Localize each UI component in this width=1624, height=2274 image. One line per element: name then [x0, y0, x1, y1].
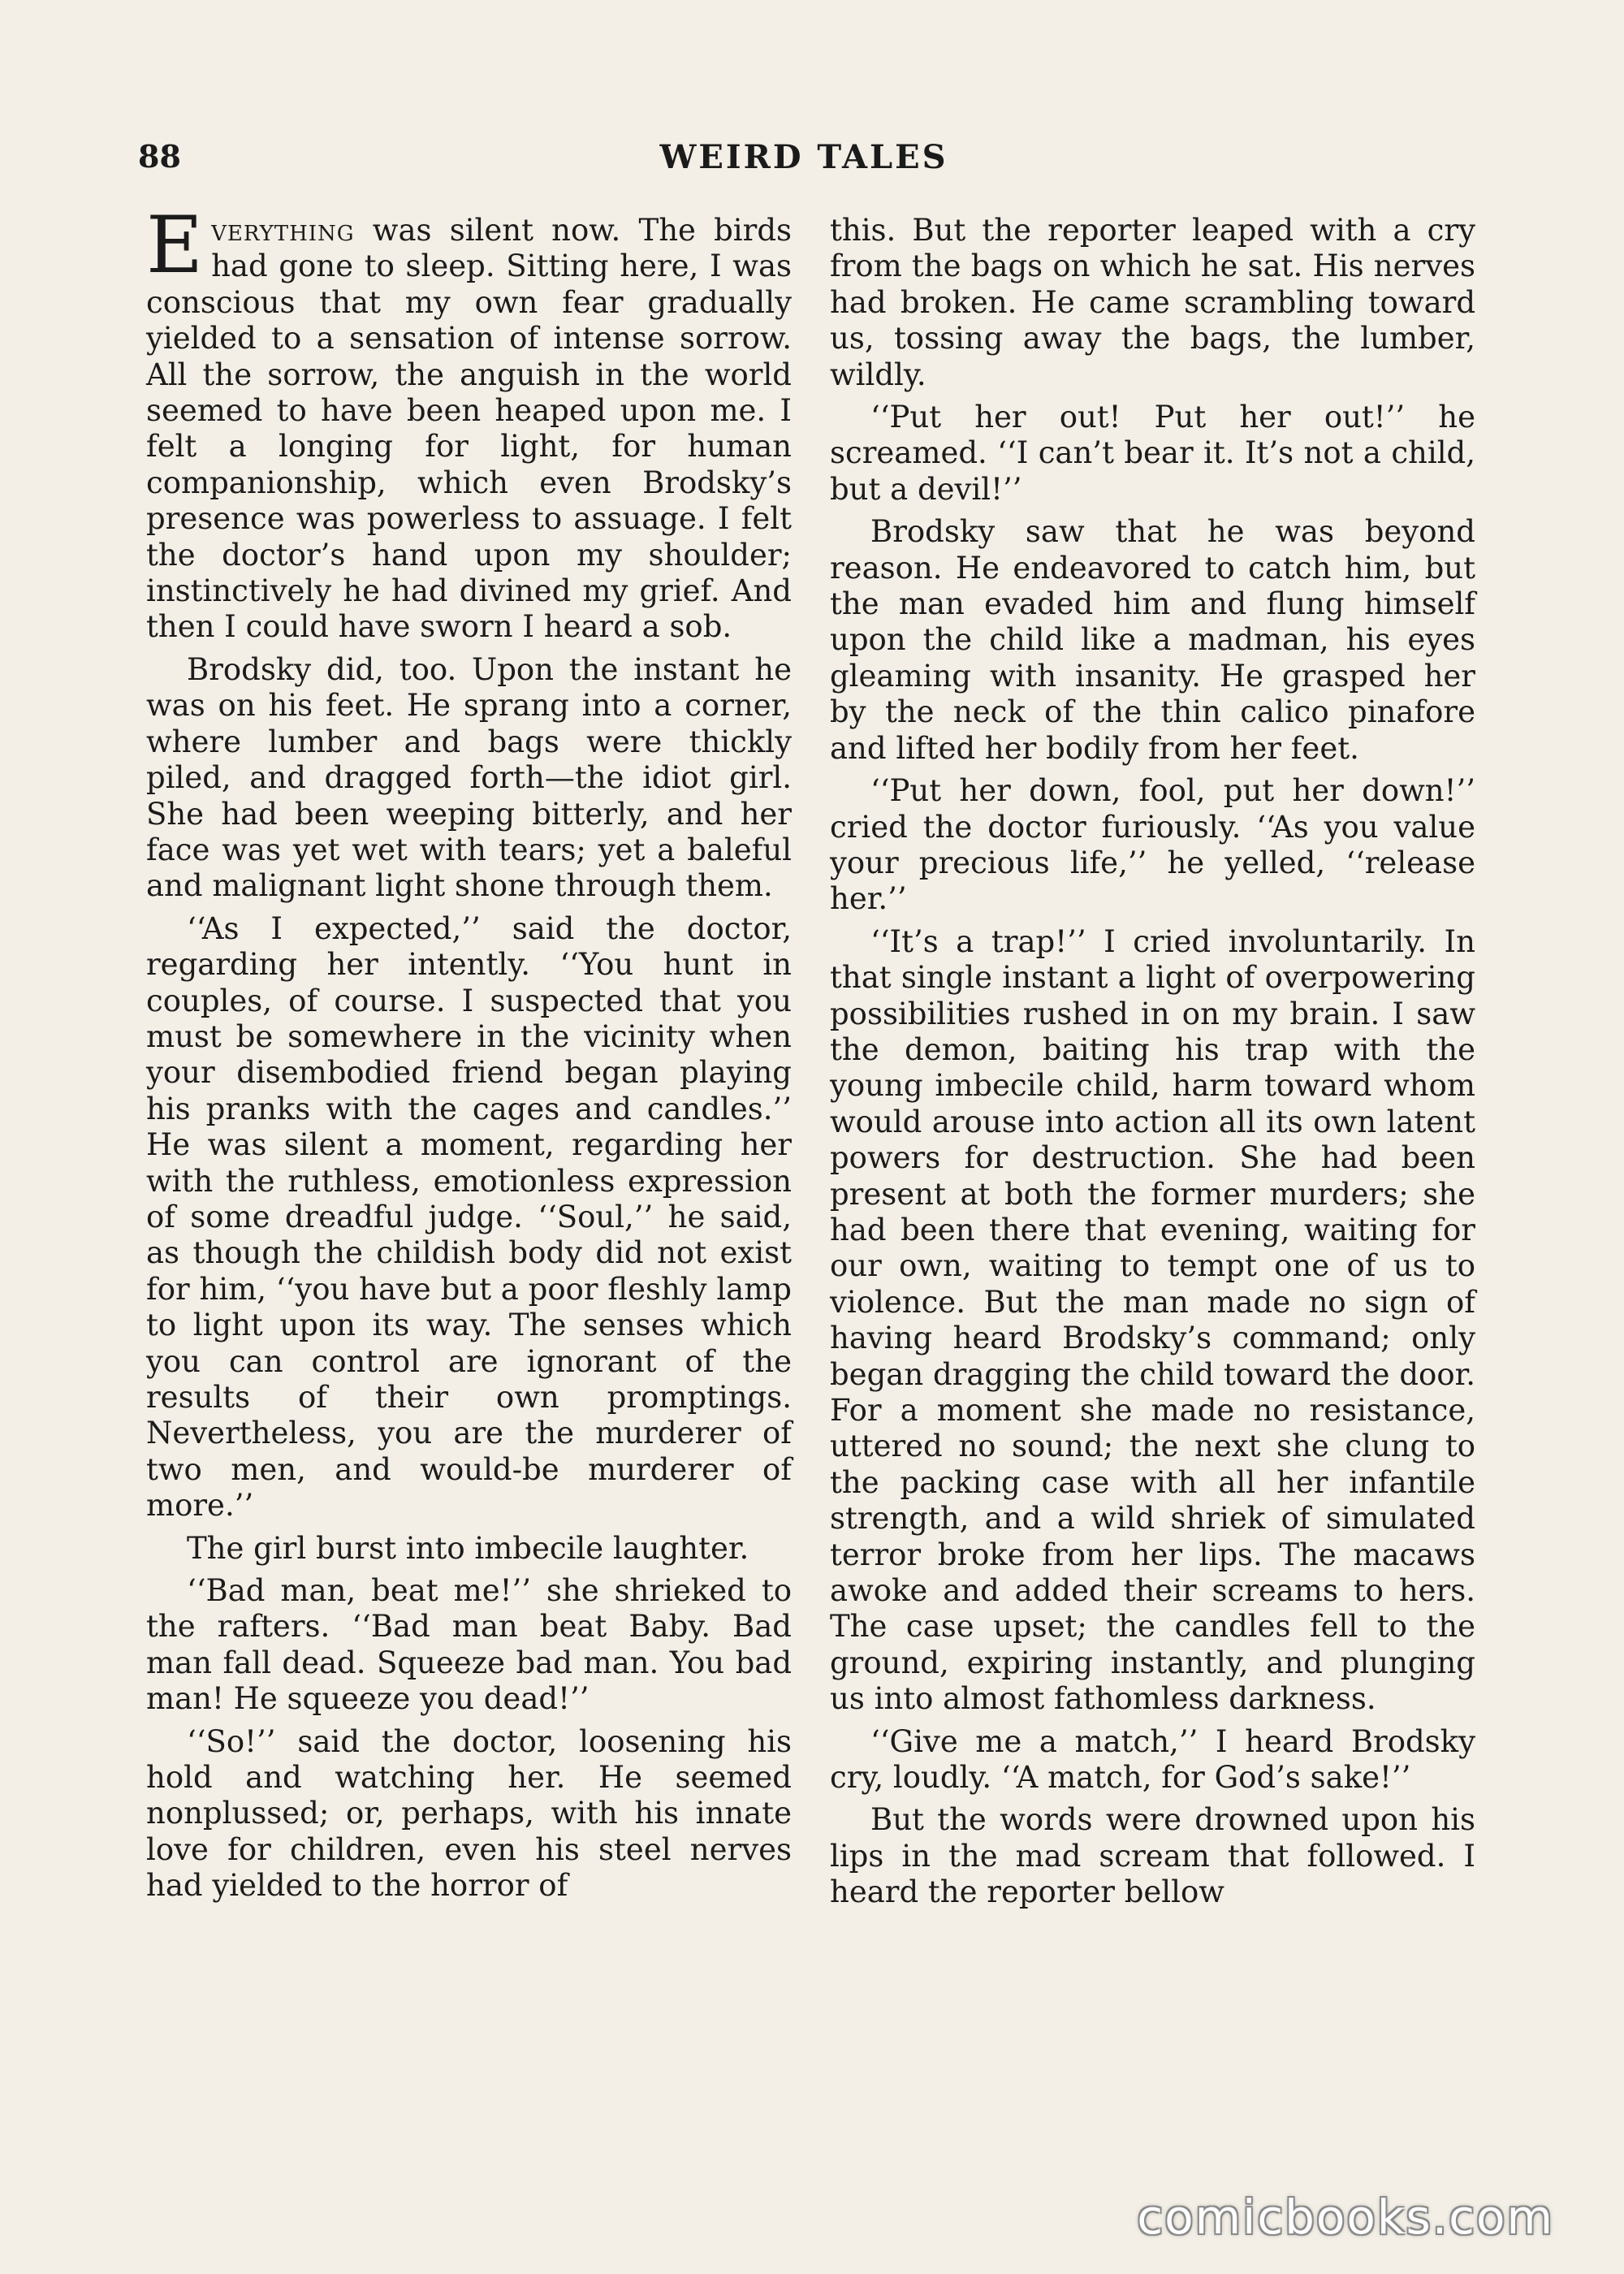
watermark: comicbooks.com	[1137, 2190, 1554, 2245]
continued-paragraph: this. But the reporter leaped with a cry from the bags on which he sat. His nerves had broken. He came scrambling toward us, tossing away the bags, the lumber, wildly.	[830, 213, 1475, 392]
paragraph-text: was silent now. The birds had gone to sleep. Sitting here, I was conscious that my own fear gradually yielded to a sensation of intense sorrow. All the sorrow, the anguish in the world seemed to have been heaped upon me. I felt a longing for light, for human companionship, which even Brodsky’s presence was powerless to assuage. I felt the doctor’s hand upon my shoulder; instinctively he had divined my grief. And then I could have sworn I heard a sob.	[146, 213, 792, 645]
page-header	[138, 130, 1470, 187]
right-column	[830, 213, 1475, 1917]
paragraph: ‘‘Put her out! Put her out!’’ he screamed. ‘‘I can’t bear it. It’s not a child, but a devil!’’	[830, 400, 1475, 507]
paragraph: ‘‘Bad man, beat me!’’ she shrieked to the rafters. ‘‘Bad man beat Baby. Bad man fall dead. Squeeze bad man. You bad man! He squeeze you dead!’’	[146, 1573, 792, 1717]
opening-paragraph	[146, 200, 792, 646]
paragraph: ‘‘Give me a match,’’ I heard Brodsky cry, loudly. ‘‘A match, for God’s sake!’’	[830, 1723, 1475, 1796]
paragraph: ‘‘So!’’ said the doctor, loosening his hold and watching her. He seemed nonplussed; or, perhaps, with his innate love for children, even his steel nerves had yielded to the horror of	[146, 1723, 792, 1904]
paragraph: ‘‘It’s a trap!’’ I cried involuntarily. In that single instant a light of overpowering possibilities rushed in on my brain. I saw the demon, baiting his trap with the young imbecile child, harm toward whom would arouse into action all its own latent powers for destruction. She had been present at both the former murders; she had been there that evening, waiting for our own, waiting to tempt one of us to violence. But the man made no sign of having heard Brodsky’s command; only began dragging the child toward the door. For a moment she made no resistance, uttered no sound; the next she clung to the packing case with all her infantile strength, and a wild shriek of simulated terror broke from her lips. The macaws awoke and added their screams to hers. The case upset; the candles fell to the ground, expiring instantly, and plunging us into almost fathomless darkness.	[830, 923, 1475, 1717]
left-column	[146, 200, 792, 1911]
paragraph: ‘‘As I expected,’’ said the doctor, regarding her intently. ‘‘You hunt in couples, of course. I suspected that you must be somewhere in the vicinity when your disembodied friend began playing his pranks with the cages and candles.’’ He was silent a moment, regarding her with the ruthless, emotionless expression of some dreadful judge. ‘‘Soul,’’ he said, as though the childish body did not exist for him, ‘‘you have but a poor fleshly lamp to light upon its way. The senses which you can control are ignorant of the results of their own promptings. Nevertheless, you are the murderer of two men, and would-be murderer of more.’’	[146, 910, 792, 1524]
paragraph: But the words were drowned upon his lips in the mad scream that followed. I heard the reporter bellow	[830, 1802, 1475, 1910]
page-number: 88	[138, 138, 181, 175]
paragraph: Brodsky did, too. Upon the instant he was on his feet. He sprang into a corner, where lumber and bags were thickly piled, and dragged forth—the idiot girl. She had been weeping bitterly, and her face was yet wet with tears; yet a baleful and malignant light shone through them.	[146, 651, 792, 904]
paragraph: Brodsky saw that he was beyond reason. He endeavored to catch him, but the man evaded him and flung himself upon the child like a madman, his eyes gleaming with insanity. He grasped her by the neck of the thin calico pinafore and lifted her bodily from her feet.	[830, 514, 1475, 766]
paragraph: The girl burst into imbecile laughter.	[187, 1530, 749, 1566]
opening-smallcaps: verything	[211, 213, 355, 248]
paragraph: ‘‘Put her down, fool, put her down!’’ cried the doctor furiously. ‘‘As you value your precious life,’’ he yelled, ‘‘release her.’’	[830, 773, 1475, 917]
running-title: WEIRD TALES	[659, 138, 948, 176]
drop-cap: E	[146, 200, 204, 291]
